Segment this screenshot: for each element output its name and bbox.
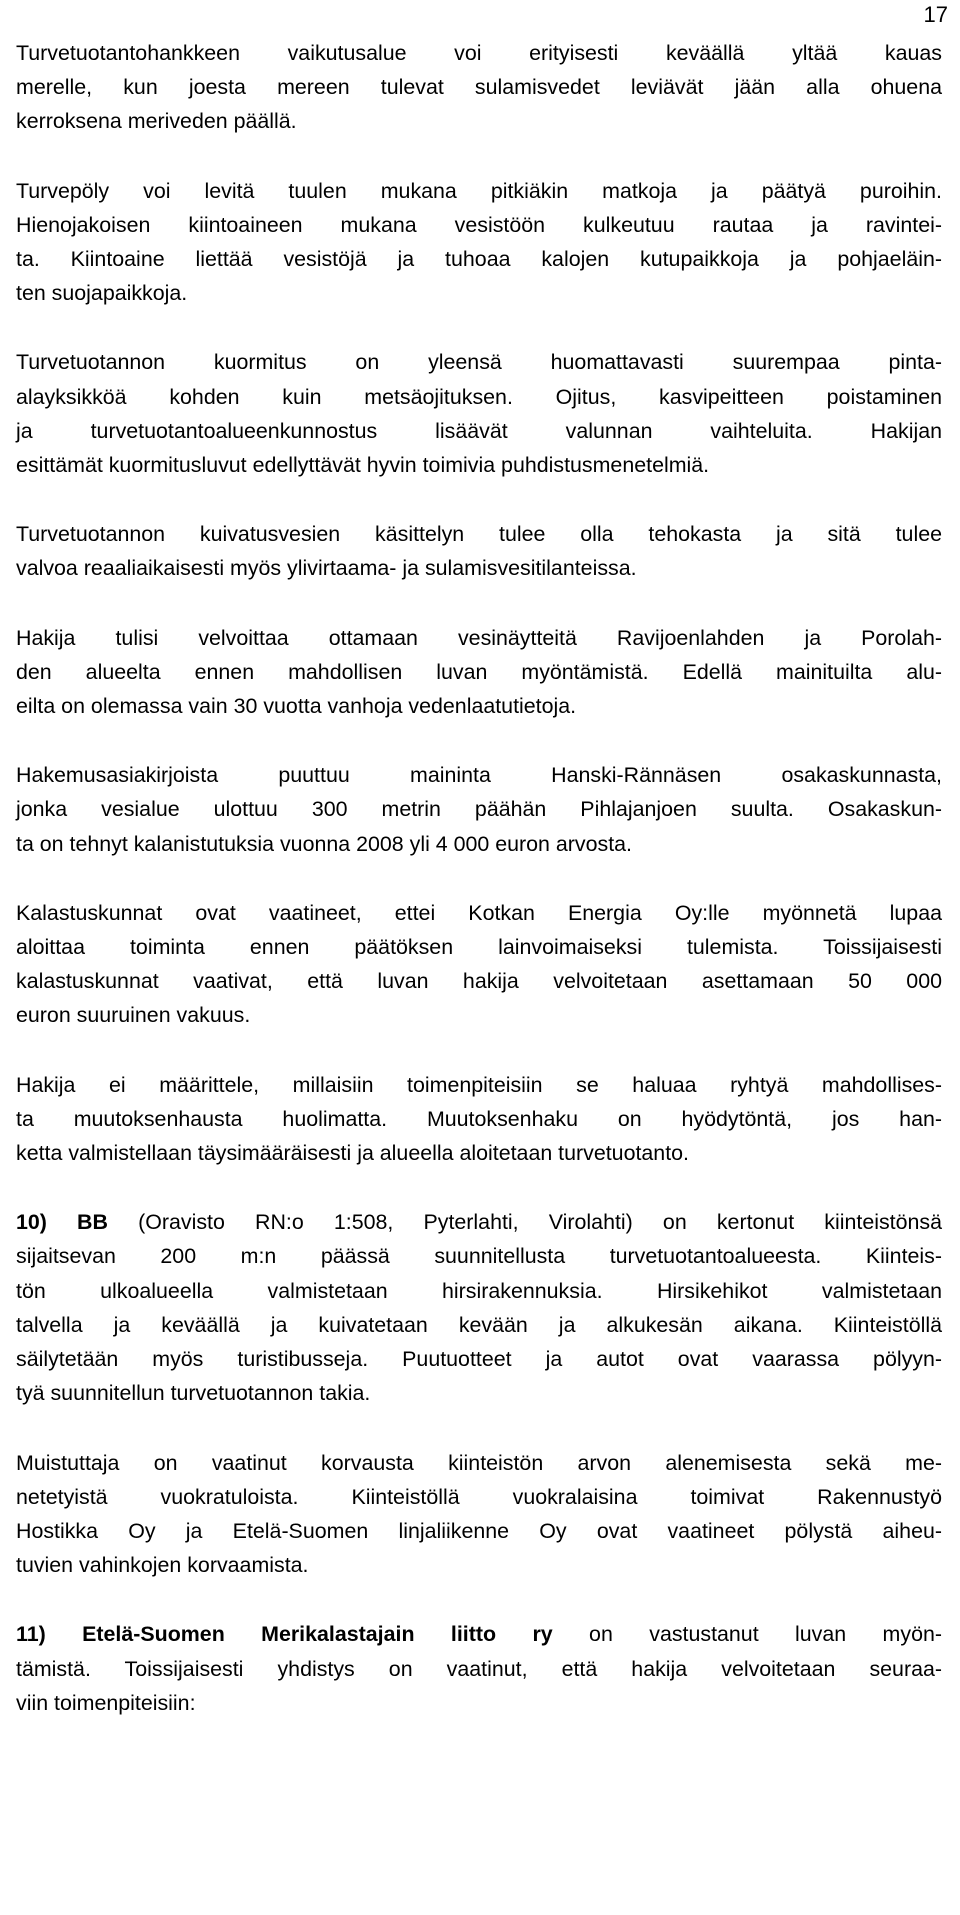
paragraph-line: esittämät kuormitusluvut edellyttävät hyvin toimivia puhdistusmenetelmiä.: [16, 453, 710, 478]
paragraph-line: ta. Kiintoaine liettää vesistöjä ja tuhoaa kalojen kutupaikkoja ja pohjaeläin-: [16, 247, 942, 272]
paragraph-line: kerroksena meriveden päällä.: [16, 109, 297, 134]
paragraph-line: viin toimenpiteisiin:: [16, 1690, 196, 1715]
paragraph: [16, 345, 942, 482]
paragraph-line: merelle, kun joesta mereen tulevat sulamisvedet leviävät jään alla ohuena: [16, 75, 942, 100]
paragraph-line: Muistuttaja on vaatinut korvausta kiinteistön arvon alenemisesta sekä me-: [16, 1450, 942, 1475]
paragraph-line: ta on tehnyt kalanistutuksia vuonna 2008 yli 4 000 euron arvosta.: [16, 831, 632, 856]
paragraph-spacer: [16, 1411, 942, 1446]
paragraph-line: ta muutoksenhausta huolimatta. Muutoksenhaku on hyödytöntä, jos han-: [16, 1106, 942, 1131]
paragraph: [16, 758, 942, 861]
paragraph-line: Hienojakoisen kiintoaineen mukana vesistöön kulkeutuu rautaa ja ravintei-: [16, 212, 942, 237]
paragraph: [16, 1617, 942, 1720]
paragraph-line: kalastuskunnat vaativat, että luvan hakija velvoitetaan asettamaan 50 000: [16, 969, 942, 994]
paragraph-line: alayksikköä kohden kuin metsäojituksen. Ojitus, kasvipeitteen poistaminen: [16, 384, 942, 409]
paragraph-line: eilta on olemassa vain 30 vuotta vanhoja vedenlaatutietoja.: [16, 694, 577, 719]
paragraph-line: [16, 1617, 942, 1651]
paragraph-line-text: (Oravisto RN:o 1:508, Pyterlahti, Virolahti) on kertonut kiinteistönsä: [107, 1210, 943, 1235]
paragraph-spacer: [16, 861, 942, 896]
paragraph-spacer: [16, 1033, 942, 1068]
paragraph-spacer: [16, 1170, 942, 1205]
paragraph-line: den alueelta ennen mahdollisen luvan myöntämistä. Edellä mainituilta alu-: [16, 659, 942, 684]
paragraph: [16, 517, 942, 585]
paragraph-line: ja turvetuotantoalueenkunnostus lisäävät valunnan vaihteluita. Hakijan: [16, 418, 942, 443]
paragraph-line: Kalastuskunnat ovat vaatineet, ettei Kotkan Energia Oy:lle myönnetä lupaa: [16, 900, 942, 925]
paragraph-line: jonka vesialue ulottuu 300 metrin päähän Pihlajanjoen suulta. Osakaskun-: [16, 797, 942, 822]
paragraph-line: ketta valmistellaan täysimääräisesti ja alueella aloitetaan turvetuotanto.: [16, 1141, 689, 1166]
paragraph-line: Turvetuotannon kuormitus on yleensä huomattavasti suurempaa pinta-: [16, 350, 942, 375]
paragraph-spacer: [16, 586, 942, 621]
paragraph-line: aloittaa toiminta ennen päätöksen lainvoimaiseksi tulemista. Toissijaisesti: [16, 935, 942, 960]
paragraph-line: valvoa reaaliaikaisesti myös ylivirtaama- ja sulamisvesitilanteissa.: [16, 556, 637, 581]
paragraph: [16, 174, 942, 311]
paragraph-line: säilytetään myös turistibusseja. Puutuotteet ja autot ovat vaarassa pölyyn-: [16, 1347, 942, 1372]
page-number: 17: [923, 2, 948, 27]
paragraph-line: euron suuruinen vakuus.: [16, 1003, 251, 1028]
paragraph-line: netetyistä vuokratuloista. Kiinteistöllä vuokralaisina toimivat Rakennustyö: [16, 1484, 942, 1509]
paragraph-spacer: [16, 139, 942, 174]
paragraph-line: Turvepöly voi levitä tuulen mukana pitkiäkin matkoja ja päätyä puroihin.: [16, 178, 942, 203]
paragraph: [16, 621, 942, 724]
paragraph-line: Turvetuotantohankkeen vaikutusalue voi erityisesti keväällä yltää kauas: [16, 41, 942, 65]
paragraph-line: ten suojapaikkoja.: [16, 281, 188, 306]
paragraph-spacer: [16, 310, 942, 345]
paragraph: [16, 1446, 942, 1583]
paragraph-line: tyä suunnitellun turvetuotannon takia.: [16, 1381, 371, 1406]
paragraph-line: Turvetuotannon kuivatusvesien käsittelyn tulee olla tehokasta ja sitä tulee: [16, 522, 942, 547]
paragraph-spacer: [16, 723, 942, 758]
paragraph: [16, 1205, 942, 1410]
paragraph-line: talvella ja keväällä ja kuivatetaan kevään ja alkukesän aikana. Kiinteistöllä: [16, 1312, 942, 1337]
paragraph: [16, 896, 942, 1033]
paragraph-heading: 11) Etelä-Suomen Merikalastajain liitto ry: [16, 1622, 553, 1647]
paragraph-line: tön ulkoalueella valmistetaan hirsirakennuksia. Hirsikehikot valmistetaan: [16, 1278, 942, 1303]
paragraph-heading: 10) BB: [16, 1210, 108, 1235]
paragraph: [16, 36, 942, 139]
paragraph: [16, 1068, 942, 1171]
paragraph-line: Hakija ei määrittele, millaisiin toimenpiteisiin se haluaa ryhtyä mahdollises-: [16, 1072, 942, 1097]
paragraph-line: tämistä. Toissijaisesti yhdistys on vaatinut, että hakija velvoitetaan seuraa-: [16, 1656, 942, 1681]
paragraph-spacer: [16, 482, 942, 517]
paragraph-line: Hakija tulisi velvoittaa ottamaan vesinäytteitä Ravijoenlahden ja Porolah-: [16, 625, 942, 650]
paragraph-line: Hakemusasiakirjoista puuttuu maininta Hanski-Rännäsen osakaskunnasta,: [16, 763, 942, 788]
document-body: [16, 36, 942, 1720]
paragraph-spacer: [16, 1582, 942, 1617]
paragraph-line-text: on vastustanut luvan myön-: [552, 1622, 942, 1647]
paragraph-line: sijaitsevan 200 m:n päässä suunnitellusta turvetuotantoalueesta. Kiinteis-: [16, 1244, 942, 1269]
paragraph-line: Hostikka Oy ja Etelä-Suomen linjaliikenne Oy ovat vaatineet pölystä aiheu-: [16, 1518, 942, 1543]
paragraph-line: [16, 1205, 942, 1239]
paragraph-line: tuvien vahinkojen korvaamista.: [16, 1553, 309, 1578]
